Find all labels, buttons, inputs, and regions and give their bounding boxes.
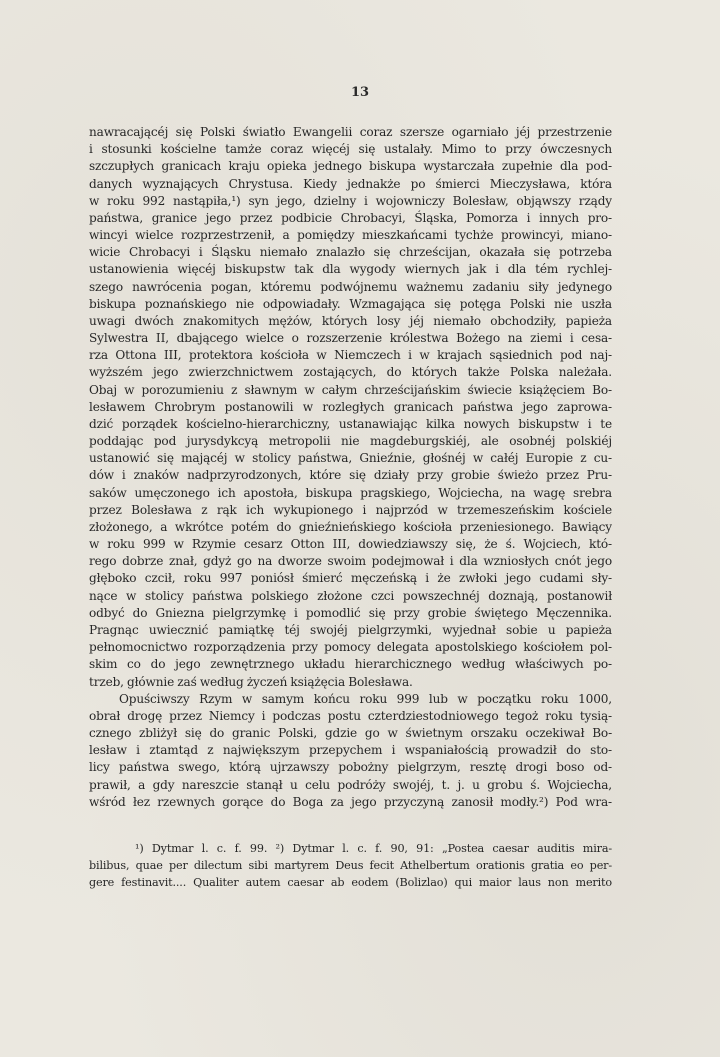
text-line: głęboko czcił, roku 997 poniósł śmierć męczeńską i że zwłoki jego cudami sły- <box>89 571 612 586</box>
text-line: uwagi dwóch znakomitych mężów, których losy jéj niemało obchodziły, papieża <box>89 313 612 328</box>
footnotes <box>89 840 612 892</box>
text-line: wincyi wielce rozprzestrzenił, a pomiędzy mieszkańcami tychże prowincyi, miano- <box>89 228 612 243</box>
text-line: państwa, granice jego przez podbicie Chrobacyi, Śląska, Pomorza i innych pro- <box>89 210 612 225</box>
text-line: licy państwa swego, którą ujrzawszy pobożny pielgrzym, resztę drogi boso od- <box>89 760 612 775</box>
text-line: Obaj w porozumieniu z sławnym w całym chrześcijańskim świecie książęciem Bo- <box>89 382 612 397</box>
text-line: prawił, a gdy nareszcie stanął u celu podróży swojéj, t. j. u grobu ś. Wojciecha, <box>89 777 612 792</box>
text-line: przez Bolesława z rąk ich wykupionego i najprzód w trzemeszeńskim kościele <box>89 502 612 517</box>
page-number: 13 <box>350 85 370 100</box>
text-line: w roku 999 w Rzymie cesarz Otton III, dowiedziawszy się, że ś. Wojciech, któ- <box>89 537 612 552</box>
text-line: wicie Chrobacyi i Śląsku niemało znalazło się chrześcijan, okazała się potrzeba <box>89 245 612 260</box>
text-line: obrał drogę przez Niemcy i podczas postu czterdziestodniowego tegoż roku tysią- <box>89 708 612 723</box>
text-line: rego dobrze znał, gdyż go na dworze swoim podejmował i dla wzniosłych cnót jego <box>89 554 612 569</box>
text-line: w roku 992 nastąpiła,¹) syn jego, dzielny i wojowniczy Bolesław, objąwszy rządy <box>89 193 612 208</box>
text-line: nawracającéj się Polski światło Ewangelii coraz szersze ogarniało jéj przestrzenie <box>89 125 612 139</box>
text-line: trzeb, głównie zaś według życzeń książęcia Bolesława. <box>89 674 413 689</box>
footnote-line: bilibus, quae per dilectum sibi martyrem Deus fecit Athelbertum orationis gratia eo per- <box>89 859 612 873</box>
text-line: złożonego, a wkrótce potém do gnieźnieńskiego kościoła przeniesionego. Bawiący <box>89 519 612 534</box>
text-line: i stosunki kościelne tamże coraz więcéj się ustalały. Mimo to przy ówczesnych <box>89 142 612 157</box>
text-line: danych wyznających Chrystusa. Kiedy jednakże po śmierci Mieczysława, która <box>89 176 612 191</box>
text-line: lesław i ztamtąd z największym przepychem i wspaniałością prowadził do sto- <box>89 743 612 758</box>
text-line: nące w stolicy państwa polskiego złożone czci powszechnéj doznają, postanowił <box>89 588 612 603</box>
text-line: Opuściwszy Rzym w samym końcu roku 999 lub w początku roku 1000, <box>119 691 612 706</box>
text-line: cznego zbliżył się do granic Polski, gdzie go w świetnym orszaku oczekiwał Bo- <box>89 726 612 741</box>
text-line: poddając pod jurysdykcyą metropolii nie magdeburgskiéj, ale osobnéj polskiéj <box>89 434 612 449</box>
text-line: dów i znaków nadprzyrodzonych, które się działy przy grobie świeżo przez Pru- <box>89 468 612 483</box>
text-line: saków umęczonego ich apostoła, biskupa pragskiego, Wojciecha, na wagę srebra <box>89 485 612 500</box>
text-line: lesławem Chrobrym postanowili w rozległych granicach państwa jego zaprowa- <box>89 399 612 414</box>
text-line: biskupa poznańskiego nie odpowiadały. Wzmagająca się potęga Polski nie uszła <box>89 296 612 311</box>
text-line: dzić porządek kościelno-hierarchiczny, ustanawiając kilka nowych biskupstw i te <box>89 416 612 431</box>
footnote-line: gere festinavit.... Qualiter autem caesar ab eodem (Bolizlao) qui maior laus non merito <box>89 876 612 890</box>
text-line: odbyć do Gniezna pielgrzymkę i pomodlić się przy grobie świętego Męczennika. <box>89 605 612 620</box>
body-text <box>89 124 612 811</box>
text-line: pełnomocnictwo rozporządzenia przy pomocy delegata apostolskiego kościołem pol- <box>89 640 612 655</box>
text-line: wśród łez rzewnych gorące do Boga za jego przyczyną zanosił modły.²) Pod wra- <box>89 794 612 809</box>
text-line: rza Ottona III, protektora kościoła w Niemczech i w krajach sąsiednich pod naj- <box>89 348 612 363</box>
text-line: Sylwestra II, dbającego wielce o rozszerzenie królestwa Bożego na ziemi i cesa- <box>89 331 612 346</box>
text-line: skim co do jego zewnętrznego układu hierarchicznego według właściwych po- <box>89 657 612 672</box>
text-line: szczupłych granicach kraju opieka jednego biskupa wystarczała zupełnie dla pod- <box>89 159 612 174</box>
text-line: ustanowić się mającéj w stolicy państwa, Gnieźnie, głośnéj w całéj Europie z cu- <box>89 451 612 466</box>
text-line: szego nawrócenia pogan, któremu podwójnemu ważnemu zadaniu siły jedynego <box>89 279 612 294</box>
text-line: ustanowienia więcéj biskupstw tak dla wygody wiernych jak i dla tém rychlej- <box>89 262 612 277</box>
text-line: Pragnąc uwiecznić pamiątkę téj swojéj pielgrzymki, wyjednał sobie u papieża <box>89 622 612 637</box>
text-line: wyższém jego zwierzchnictwem zostających, do których także Polska należała. <box>89 365 612 380</box>
footnote-line: ¹) Dytmar l. c. f. 99. ²) Dytmar l. c. f. 90, 91: „Postea caesar auditis mira- <box>135 842 612 855</box>
